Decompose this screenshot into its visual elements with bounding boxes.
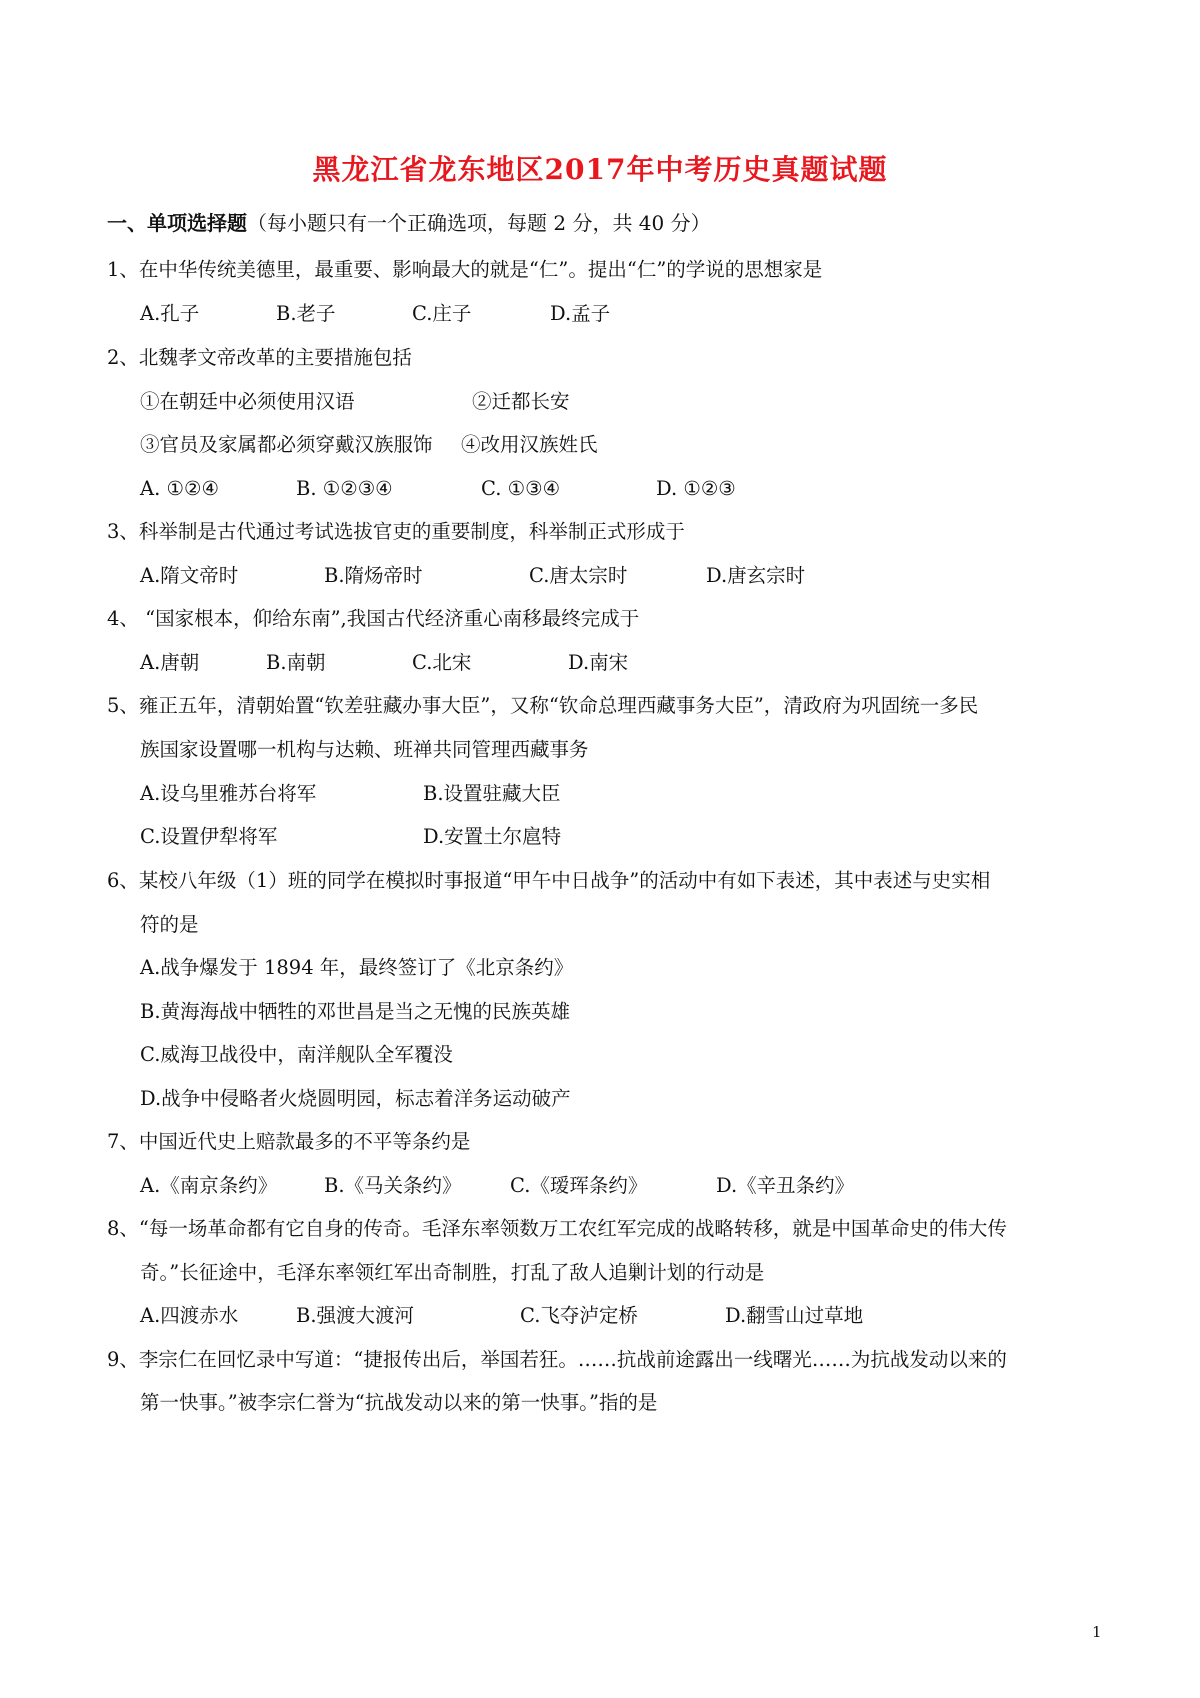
q2-item-3: ③官员及家属都必须穿戴汉族服饰: [140, 433, 433, 456]
q5-option-b: B.设置驻藏大臣: [423, 782, 561, 805]
q6-option-b: B.黄海海战中牺牲的邓世昌是当之无愧的民族英雄: [140, 1000, 571, 1023]
q4-option-a: A.唐朝: [140, 651, 200, 674]
q1-option-d: D.孟子: [550, 302, 611, 325]
question-9-stem-line-2: 第一快事。”被李宗仁誉为“抗战发动以来的第一快事。”指的是: [140, 1391, 658, 1414]
q4-option-d: D.南宋: [568, 651, 629, 674]
section-heading: [107, 209, 711, 237]
q5-option-d: D.安置土尔扈特: [423, 825, 562, 848]
q2-item-1: ①在朝廷中必须使用汉语: [140, 390, 355, 413]
question-1-stem: 1、在中华传统美德里，最重要、影响最大的就是“仁”。提出“仁”的学说的思想家是: [107, 258, 823, 281]
q7-option-c: C.《瑷珲条约》: [510, 1174, 648, 1197]
question-6-stem-line-2: 符的是: [140, 913, 199, 936]
q1-option-b: B.老子: [276, 302, 336, 325]
question-3-stem: 3、科举制是古代通过考试选拔官吏的重要制度，科举制正式形成于: [107, 520, 685, 543]
q8-option-c: C.飞夺泸定桥: [520, 1304, 638, 1327]
section-note: （每小题只有一个正确选项，每题 2 分，共 40 分）: [247, 211, 711, 235]
q8-option-b: B.强渡大渡河: [296, 1304, 415, 1327]
question-4-stem: 4、 “国家根本，仰给东南”,我国古代经济重心南移最终完成于: [107, 607, 640, 630]
q2-option-b: B. ①②③④: [296, 477, 393, 500]
q1-option-c: C.庄子: [412, 302, 472, 325]
q4-option-c: C.北宋: [412, 651, 472, 674]
q3-option-d: D.唐玄宗时: [706, 564, 806, 587]
section-title: 一、单项选择题: [107, 211, 247, 235]
page-number: 1: [1092, 1623, 1102, 1641]
q2-item-2: ②迁都长安: [472, 390, 570, 413]
q2-option-c: C. ①③④: [481, 477, 561, 500]
q5-option-a: A.设乌里雅苏台将军: [140, 782, 317, 805]
question-5-stem-line-1: 5、雍正五年，清朝始置“钦差驻藏办事大臣”，又称“钦命总理西藏事务大臣”，清政府为巩固统一多民: [107, 694, 979, 717]
q4-option-b: B.南朝: [266, 651, 326, 674]
question-8-stem-line-2: 奇。”长征途中，毛泽东率领红军出奇制胜，打乱了敌人追剿计划的行动是: [140, 1261, 765, 1284]
q2-option-d: D. ①②③: [656, 477, 736, 500]
q3-option-b: B.隋炀帝时: [324, 564, 423, 587]
q7-option-b: B.《马关条约》: [324, 1174, 462, 1197]
q6-option-a: A.战争爆发于 1894 年，最终签订了《北京条约》: [140, 956, 574, 979]
question-2-stem: 2、北魏孝文帝改革的主要措施包括: [107, 346, 412, 369]
q8-option-a: A.四渡赤水: [140, 1304, 239, 1327]
q6-option-c: C.威海卫战役中，南洋舰队全军覆没: [140, 1043, 453, 1066]
q1-option-a: A.孔子: [140, 302, 200, 325]
q2-option-a: A. ①②④: [140, 477, 219, 500]
question-8-stem-line-1: 8、“每一场革命都有它自身的传奇。毛泽东率领数万工农红军完成的战略转移，就是中国革命史的伟大传: [107, 1217, 1007, 1240]
page-title: 黑龙江省龙东地区2017年中考历史真题试题: [312, 153, 888, 186]
q5-option-c: C.设置伊犁将军: [140, 825, 278, 848]
q8-option-d: D.翻雪山过草地: [725, 1304, 864, 1327]
question-5-stem-line-2: 族国家设置哪一机构与达赖、班禅共同管理西藏事务: [140, 738, 589, 761]
q7-option-a: A.《南京条约》: [140, 1174, 278, 1197]
q3-option-c: C.唐太宗时: [529, 564, 628, 587]
q2-item-4: ④改用汉族姓氏: [461, 433, 598, 456]
q7-option-d: D.《辛丑条约》: [716, 1174, 855, 1197]
question-6-stem-line-1: 6、某校八年级（1）班的同学在模拟时事报道“甲午中日战争”的活动中有如下表述，其中表述与史实相: [107, 869, 991, 892]
q3-option-a: A.隋文帝时: [140, 564, 239, 587]
question-9-stem-line-1: 9、李宗仁在回忆录中写道：“捷报传出后，举国若狂。……抗战前途露出一线曙光……为抗战发动以来的: [107, 1348, 1007, 1371]
question-7-stem: 7、中国近代史上赔款最多的不平等条约是: [107, 1130, 471, 1153]
q6-option-d: D.战争中侵略者火烧圆明园，标志着洋务运动破产: [140, 1087, 571, 1110]
